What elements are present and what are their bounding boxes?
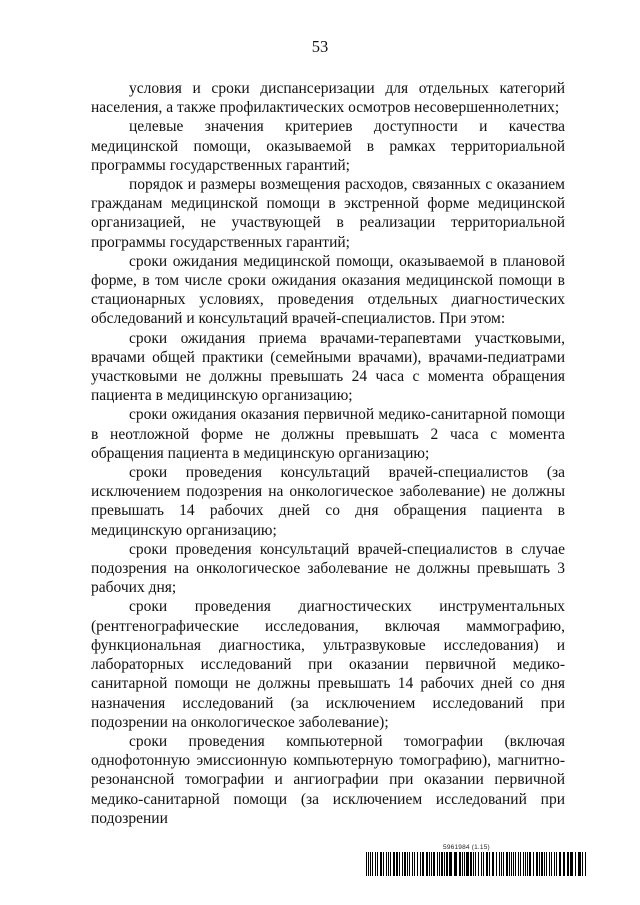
paragraph: сроки проведения консультаций врачей-специалистов (за исключением подозрения на онкологическое заболевание) не должны превышать 14 рабочих дней со дня обращения пациента в медицинскую организацию; [91, 464, 565, 539]
paragraph: сроки проведения консультаций врачей-специалистов в случае подозрения на онкологическое заболевание не должны превышать 3 рабочих дня; [91, 540, 565, 597]
body-text [91, 79, 565, 828]
document-id: 5961984 (1.15) [443, 844, 490, 851]
barcode-icon [366, 852, 588, 876]
paragraph: условия и сроки диспансеризации для отдельных категорий населения, а также профилактических осмотров несовершеннолетних; [91, 80, 565, 117]
paragraph: порядок и размеры возмещения расходов, связанных с оказанием гражданам медицинской помощи в экстренной форме медицинской организацией, не участвующей в реализации территориальной программы государственных гарантий; [91, 176, 565, 251]
page-number: 53 [311, 37, 329, 56]
paragraph: сроки ожидания медицинской помощи, оказываемой в плановой форме, в том числе сроки ожидания оказания медицинской помощи в стационарных условиях, проведения отдельных диагностических обследований и консультаций врачей-специалистов. При этом: [91, 252, 565, 328]
paragraph: сроки проведения компьютерной томографии (включая однофотонную эмиссионную компьютерную томографию), магнитно-резонансной томографии и ангиографии при оказании первичной медико-санитарной помощи (за исключением исследований при подозрении [91, 732, 565, 827]
paragraph: целевые значения критериев доступности и качества медицинской помощи, оказываемой в рамках территориальной программы государственных гарантий; [91, 118, 565, 174]
paragraph: сроки проведения диагностических инструментальных (рентгенографические исследования, включая маммографию, функциональная диагностика, ультразвуковые исследования) и лабораторных исследований при оказании первичной медико-санитарной помощи не должны превышать 14 рабочих дней со дня назначения исследований (за исключением исследований при подозрении на онкологическое заболевание); [91, 598, 565, 731]
paragraph: сроки ожидания приема врачами-терапевтами участковыми, врачами общей практики (семейными врачами), врачами-педиатрами участковыми не должны превышать 24 часа с момента обращения пациента в медицинскую организацию; [91, 329, 565, 405]
paragraph: сроки ожидания оказания первичной медико-санитарной помощи в неотложной форме не должны превышать 2 часа с момента обращения пациента в медицинскую организацию; [91, 406, 565, 462]
